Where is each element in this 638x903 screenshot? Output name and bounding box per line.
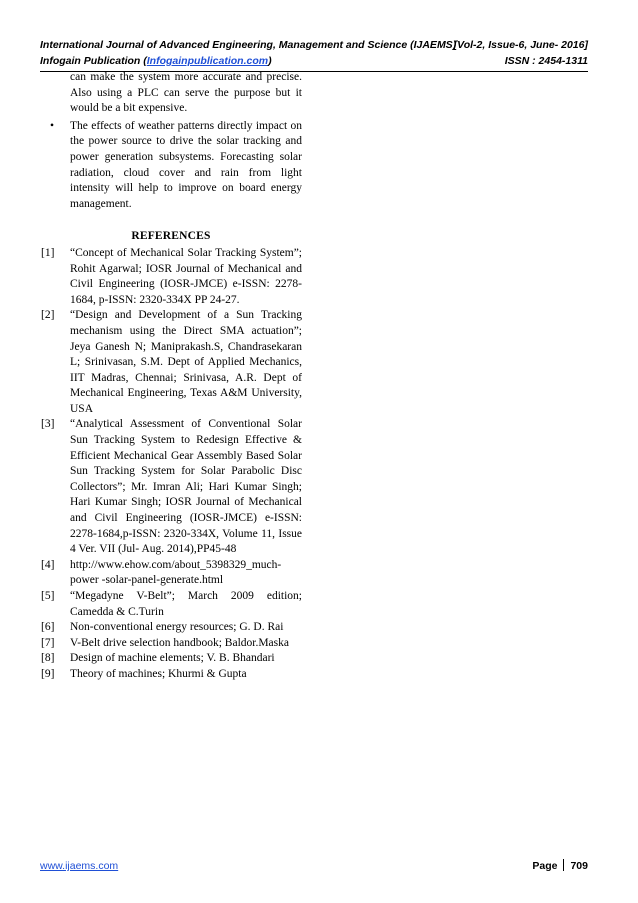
volume-issue: [Vol-2, Issue-6, June- 2016] xyxy=(453,39,588,51)
bullet-item-continued xyxy=(40,70,302,117)
reference-item xyxy=(40,417,302,557)
reference-item xyxy=(40,246,302,308)
reference-text: “Concept of Mechanical Solar Tracking System”; Rohit Agarwal; IOSR Journal of Mechanical and Civil Engineering (IOSR-JMCE) e-ISSN: 2278-1684, p-ISSN: 2320-334X PP 24-27. xyxy=(70,246,302,306)
bullet-text: The effects of weather patterns directly impact on the power source to drive the solar tracking and power generation subsystems. Forecasting solar radiation, cloud cover and rain from light intensity will help to improve on board energy management. xyxy=(70,119,302,210)
reference-text: Non-conventional energy resources; G. D. Rai xyxy=(70,621,284,634)
reference-number: [9] xyxy=(41,667,55,680)
reference-item xyxy=(40,667,302,683)
publisher-link[interactable]: Infogainpublication.com xyxy=(146,55,269,67)
website-link[interactable]: www.ijaems.com xyxy=(40,860,119,872)
reference-item xyxy=(40,308,302,417)
references-heading: REFERENCES xyxy=(131,230,211,243)
reference-number: [7] xyxy=(41,636,55,649)
page-number: 709 xyxy=(570,860,588,872)
reference-item xyxy=(40,589,302,620)
reference-number: [8] xyxy=(41,652,55,665)
reference-item xyxy=(40,651,302,667)
reference-text: “Analytical Assessment of Conventional Solar Sun Tracking System to Redesign Effective & Efficient Mechanical Gear Assembly Based Solar Sun Tracking System for Solar Parabolic Disc Collectors”; Mr. Imran Ali; Hari Kumar Singh; Hari Kumar Singh; IOSR Journal of Mechanical and Civil Engineering (IOSR-JMCE) e-ISSN: 2278-1684,p-ISSN: 2320-334X, Volume 11, Issue 4 Ver. VII (Jul- Aug. 2014),PP45-48 xyxy=(70,418,302,556)
reference-number: [2] xyxy=(41,309,55,322)
publisher-suffix: ) xyxy=(268,55,272,67)
reference-text: Design of machine elements; V. B. Bhandari xyxy=(70,652,275,665)
references-list xyxy=(40,246,302,683)
bullet-list xyxy=(40,70,302,212)
reference-text: V-Belt drive selection handbook; Baldor.Maska xyxy=(70,636,289,649)
reference-item xyxy=(40,636,302,652)
reference-number: [5] xyxy=(41,590,55,602)
reference-text: “Megadyne V-Belt”; March 2009 edition; Camedda & C.Turin xyxy=(70,590,302,618)
publisher-prefix: Infogain Publication ( xyxy=(40,55,147,67)
left-column xyxy=(40,70,302,683)
reference-item xyxy=(40,558,302,589)
issn: ISSN : 2454-1311 xyxy=(504,55,588,67)
bullet-item xyxy=(40,119,302,213)
reference-number: [6] xyxy=(41,621,55,634)
reference-text: “Design and Development of a Sun Tracking mechanism using the Direct SMA actuation”; Jeya Ganesh N; Maniprakash.S, Chandrasekaran L; Srinivasan, S.M. Dept of Applied Mechanics, IIT Madras, Chennai; Srinivasa, A.R. Dept of Mechanical Engineering, Texas A&M University, USA xyxy=(70,309,302,415)
reference-number: [1] xyxy=(41,246,55,259)
reference-text: http://www.ehow.com/about_5398329_much-power -solar-panel-generate.html xyxy=(70,558,282,587)
page-label: Page xyxy=(532,860,558,872)
bullet-text: can make the system more accurate and precise. Also using a PLC can serve the purpose but it would be a bit expensive. xyxy=(70,71,302,115)
bullet-icon: • xyxy=(50,119,55,132)
reference-number: [4] xyxy=(41,558,55,571)
publisher xyxy=(40,54,272,68)
reference-number: [3] xyxy=(41,418,55,431)
page-indicator xyxy=(532,859,588,873)
page-separator xyxy=(563,859,564,871)
reference-item xyxy=(40,620,302,636)
journal-title: International Journal of Advanced Engineering, Management and Science (IJAEMS) xyxy=(40,39,457,51)
reference-text: Theory of machines; Khurmi & Gupta xyxy=(70,667,247,680)
